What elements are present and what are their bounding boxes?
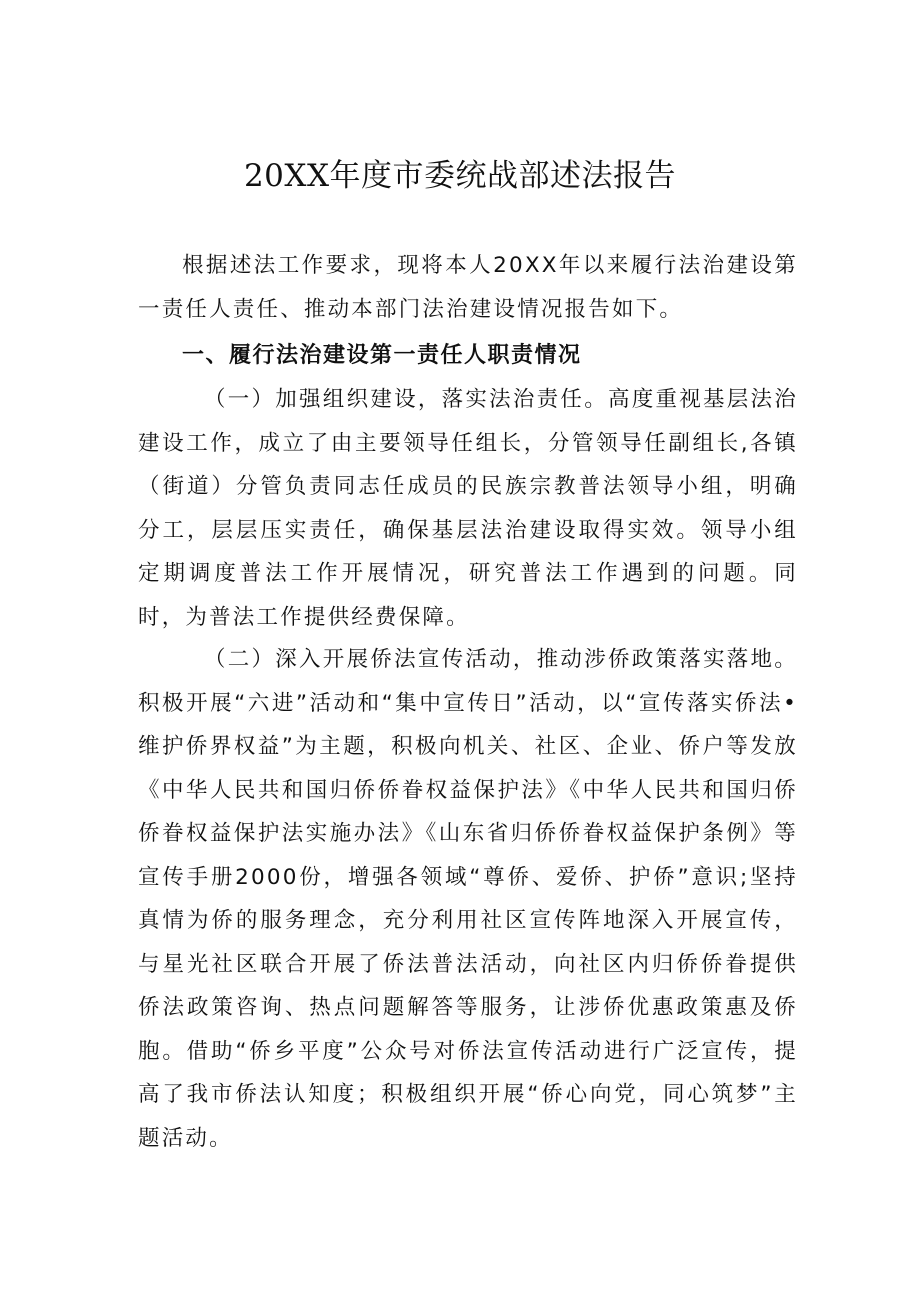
paragraph-item-2: （二）深入开展侨法宣传活动，推动涉侨政策落实落地。积极开展“六进”活动和“集中宣传日”活动，以“宣传落实侨法•维护侨界权益”为主题，积极向机关、社区、企业、侨户等发放《中华人民共和国归侨侨眷权益保护法》《中华人民共和国归侨侨眷权益保护法实施办法》《山东省归侨侨眷权益保护条例》等宣传手册2000份，增强各领域“尊侨、爱侨、护侨”意识;坚持真情为侨的服务理念，充分利用社区宣传阵地深入开展宣传，与星光社区联合开展了侨法普法活动，向社区内归侨侨眷提供侨法政策咨询、热点问题解答等服务，让涉侨优惠政策惠及侨胞。借助“侨乡平度”公众号对侨法宣传活动进行广泛宣传，提高了我市侨法认知度；积极组织开展“侨心向党，同心筑梦”主题活动。 [138, 647, 798, 1151]
intro-paragraph: 根据述法工作要求，现将本人20XX年以来履行法治建设第一责任人责任、推动本部门法治建设情况报告如下。 [138, 253, 798, 322]
section-heading-1: 一、履行法治建设第一责任人职责情况 [182, 343, 582, 368]
document-title: 20XX年度市委统战部述法报告 [243, 158, 677, 194]
paragraph-item-1: （一）加强组织建设，落实法治责任。高度重视基层法治建设工作，成立了由主要领导任组长，分管领导任副组长,各镇（街道）分管负责同志任成员的民族宗教普法领导小组，明确分工，层层压实责任，确保基层法治建设取得实效。领导小组定期调度普法工作开展情况，研究普法工作遇到的问题。同时，为普法工作提供经费保障。 [138, 387, 798, 630]
